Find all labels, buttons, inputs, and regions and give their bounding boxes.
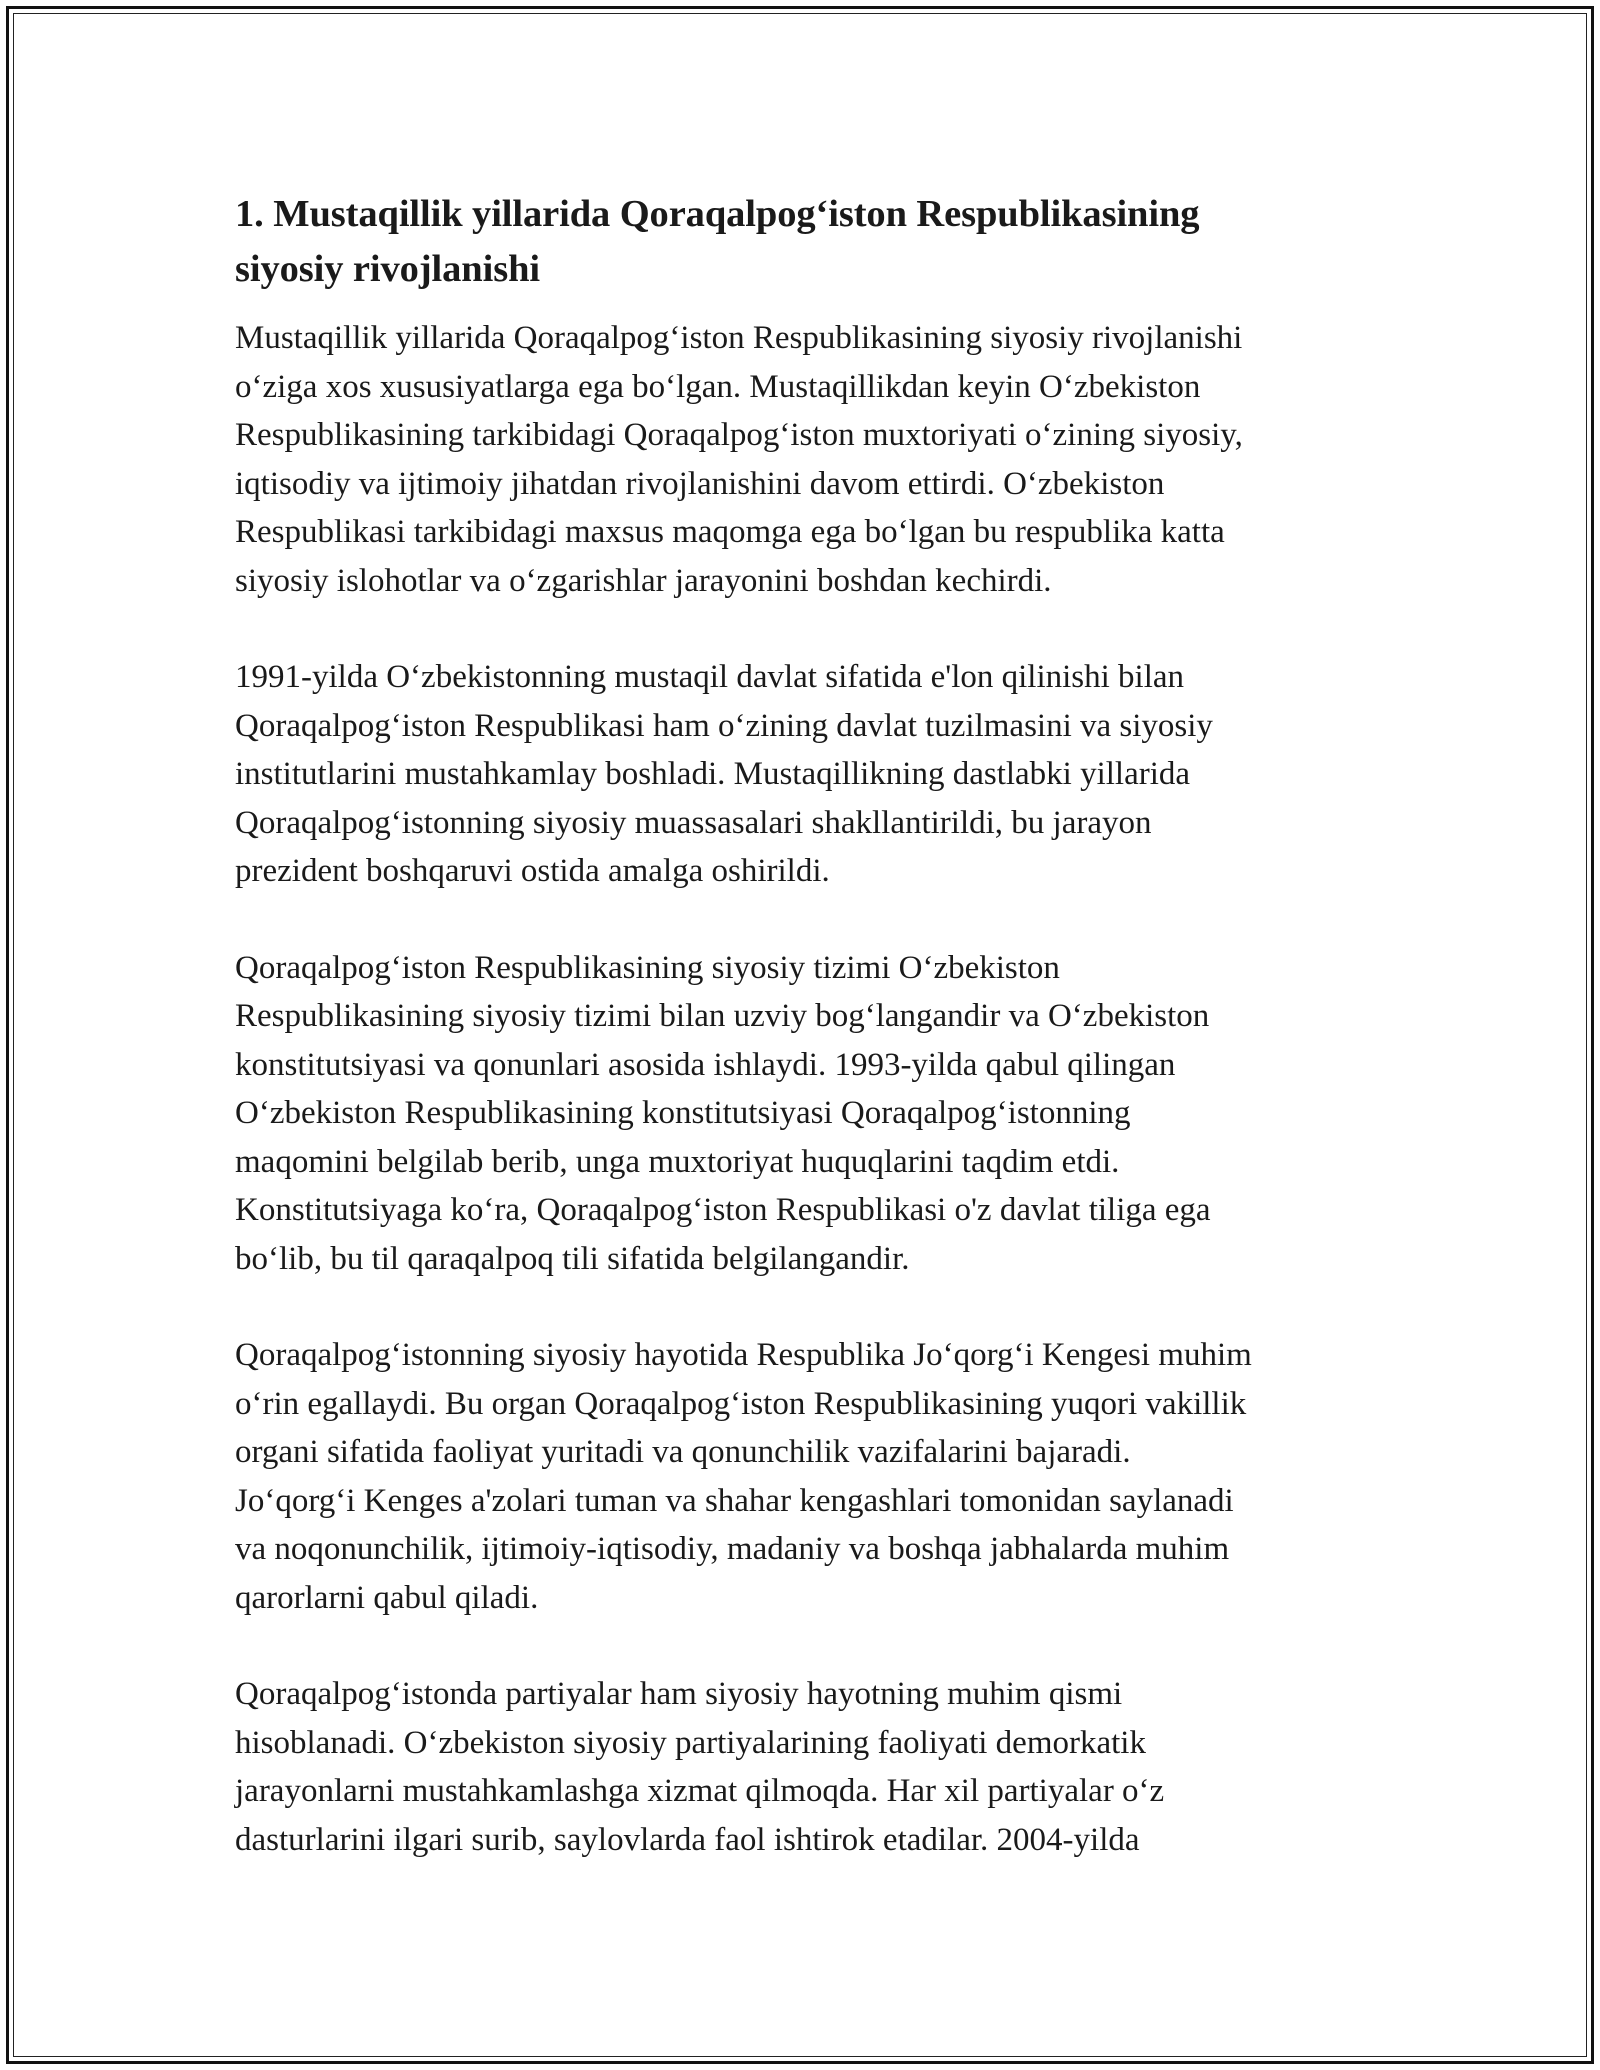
paragraph-4: Qoraqalpog‘istonning siyosiy hayotida Respublika Jo‘qorg‘i Kengesi muhim o‘rin egallaydi. Bu organ Qoraqalpog‘iston Respublikasining yuqori vakillik organi sifatida faoliyat yuritadi va qonunchilik vazifalarini bajaradi. Jo‘qorg‘i Kenges a'zolari tuman va shahar kengashlari tomonidan saylanadi va noqonunchilik, ijtimoiy-iqtisodiy, madaniy va boshqa jabhalarda muhim qarorlarni qabul qiladi. xyxy=(235,1337,1252,1616)
paragraph-3: Qoraqalpog‘iston Respublikasining siyosiy tizimi O‘zbekiston Respublikasining siyosiy tizimi bilan uzviy bog‘langandir va O‘zbekiston konstitutsiyasi va qonunlari asosida ishlaydi. 1993-yilda qabul qilingan O‘zbekiston Respublikasining konstitutsiyasi Qoraqalpog‘istonning maqomini belgilab berib, unga muxtoriyat huquqlarini taqdim etdi. Konstitutsiyaga ko‘ra, Qoraqalpog‘iston Respublikasi o'z davlat tiliga ega bo‘lib, bu til qaraqalpoq tili sifatida belgilangandir. xyxy=(235,949,1211,1277)
paragraph-5: Qoraqalpog‘istonda partiyalar ham siyosiy hayotning muhim qismi hisoblanadi. O‘zbekiston siyosiy partiyalarining faoliyati demorkatik jarayonlarni mustahkamlashga xizmat qilmoqda. Har xil partiyalar o‘z dasturlarini ilgari surib, saylovlarda faol ishtirok etadilar. 2004-yilda xyxy=(235,1676,1165,1858)
section-heading: 1. Mustaqillik yillarida Qoraqalpog‘iston Respublikasining siyosiy rivojlanishi xyxy=(235,193,1200,290)
paragraph-1: Mustaqillik yillarida Qoraqalpog‘iston Respublikasining siyosiy rivojlanishi o‘ziga xos xususiyatlarga ega bo‘lgan. Mustaqillikdan keyin O‘zbekiston Respublikasining tarkibidagi Qoraqalpog‘iston muxtoriyati o‘zining siyosiy, iqtisodiy va ijtimoiy jihatdan rivojlanishini davom ettirdi. O‘zbekiston Respublikasi tarkibidagi maxsus maqomga ega bo‘lgan bu respublika katta siyosiy islohotlar va o‘zgarishlar jarayonini boshdan kechirdi. xyxy=(235,320,1243,599)
document-body xyxy=(235,187,1375,1864)
paragraph-2: 1991-yilda O‘zbekistonning mustaqil davlat sifatida e'lon qilinishi bilan Qoraqalpog‘iston Respublikasi ham o‘zining davlat tuzilmasini va siyosiy institutlarini mustahkamlay boshladi. Mustaqillikning dastlabki yillarida Qoraqalpog‘istonning siyosiy muassasalari shakllantirildi, bu jarayon prezident boshqaruvi ostida amalga oshirildi. xyxy=(235,659,1213,889)
